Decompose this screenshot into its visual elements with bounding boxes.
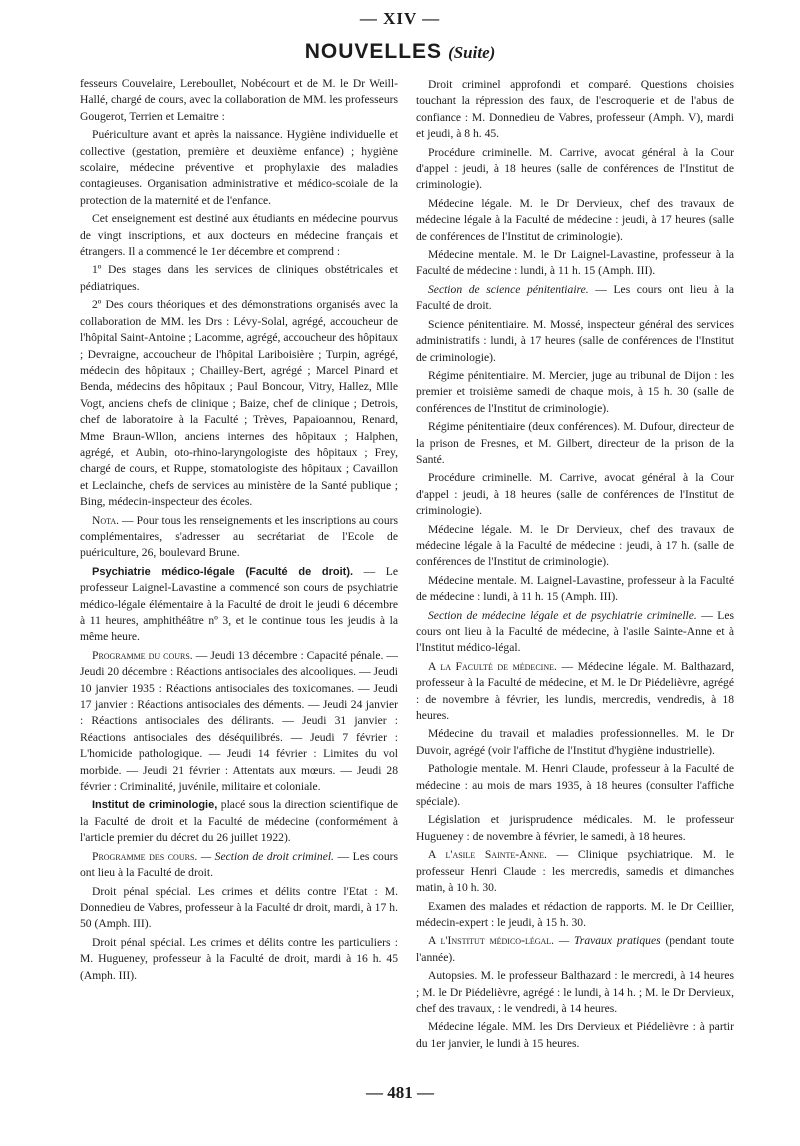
- paragraph: [80, 648, 398, 796]
- section-label: — Section de droit criminel.: [197, 849, 334, 863]
- run-in-head: Programme des cours.: [92, 849, 198, 863]
- paragraph: Cet enseignement est destiné aux étudiants en médecine pourvus de vingt inscriptions, et aux docteurs en médecine français et étrangers. Il a commencé le 1er décembre et comprend :: [80, 212, 398, 259]
- paragraph: Droit pénal spécial. Les crimes et délits contre l'Etat : M. Donnedieu de Vabres, professeur à la Faculté dr droit, mardi, à 17 h. 50 (Amph. III).: [80, 884, 398, 931]
- paragraph: [80, 849, 398, 882]
- heading-suite: (Suite): [448, 43, 496, 62]
- paragraph: 2º Des cours théoriques et des démonstrations organisés avec la collaboration de MM. les Drs : Lévy-Solal, agrégé, accoucheur de l'hôpital Saint-Antoine ; Lacomme, agrégé, accoucheur des hôpitaux ; Devraigne, accoucheur de l'hôpital Lariboisière ; Turpin, agrégé, médecin des hôpitaux ; Chailley-Bert, agrégé ; Marcel Pinard et Benda, médecins des hôpitaux ; Paul Boncour, Vitry, Hallez, Mlle Vogt, anciens chefs de clinique ; Baize, chef de clinique ; Detrois, chef de laboratoire à la Faculté ; Trèves, Papaioannou, Renard, Mme Braun-Wllon, anciens internes des hôpitaux ; Halphen, agrégé, et Aubin, oto-rhino-laryngologiste des hôpitaux ; Frey, chargé de cours, et Ruppe, stomatologiste des hôpitaux ; Cavaillon et Leclainche, chefs de services au ministère de la Santé publique ; Bing, médecin-inspecteur des écoles.: [80, 298, 398, 509]
- section-heading: [0, 40, 800, 64]
- run-in-head: Nota.: [92, 513, 120, 527]
- paragraph-text: (pendant toute l'année).: [416, 934, 734, 964]
- paragraph: Médecine mentale. M. Laignel-Lavastine, professeur à la Faculté de médecine : lundi, à 11 h. 15 (Amph. III).: [416, 573, 734, 604]
- paragraph: Médecine du travail et maladies professionnelles. M. le Dr Duvoir, agrégé (voir l'affiche de l'Institut d'hygiène industrielle).: [416, 727, 734, 757]
- paragraph-text: — Médecine légale. M. Balthazard, professeur à la Faculté de médecine, et M. le Dr Piédelièvre, agrégé : de novembre à février, les lundis, mercredis, vendredis, à 18 heures.: [416, 659, 734, 723]
- section-label: Section de médecine légale et de psychiatrie criminelle.: [428, 608, 697, 622]
- paragraph: Puériculture avant et après la naissance. Hygiène individuelle et collective (gestation, première et deuxième enfance) ; hygiène scolaire, médecine préventive et prophylaxie des maladies contagieuses. Organisation administrative et médico-scoiale de la protection de la maternité et de l'enfance.: [80, 128, 398, 207]
- paragraph: Régime pénitentiaire (deux conférences). M. Dufour, directeur de la prison de Fresnes, et M. Gilbert, directeur de la prison de la Santé.: [416, 420, 734, 466]
- left-column: [80, 76, 398, 986]
- paragraph: Médecine légale. MM. les Drs Dervieux et Piédelièvre : à partir du 1er janvier, le lundi à 15 heures.: [416, 1020, 734, 1050]
- paragraph-text: placé sous la direction scientifique de la Faculté de droit et la Faculté de médecine (conformément à l'article premier du décret du 26 juillet 1922).: [80, 798, 398, 845]
- running-roman-numeral: — XIV —: [359, 9, 441, 28]
- heading-title: NOUVELLES: [304, 40, 443, 63]
- paragraph: Droit pénal spécial. Les crimes et délits contre les particuliers : M. Hugueney, professeur à la Faculté de droit, mardi à 16 h. 45 (Amph. III).: [80, 935, 398, 982]
- paragraph: [416, 659, 734, 725]
- paragraph: Médecine légale. M. le Dr Dervieux, chef des travaux de médecine légale à la Faculté de médecine : jeudi, à 17 h. (salle de conférences de l'Institut de criminologie).: [416, 522, 734, 569]
- right-column: [416, 77, 734, 1054]
- run-in-head: Institut de criminologie,: [92, 799, 218, 812]
- paragraph: Pathologie mentale. M. Henri Claude, professeur à la Faculté de médecine : au mois de mars 1935, à 18 heures (consulter l'affiche spéciale).: [416, 762, 734, 809]
- paragraph: Médecine légale. M. le Dr Dervieux, chef des travaux de médecine légale à la Faculté de médecine : jeudi, à 17 heures (salle de conférences de l'Institut de criminologie).: [416, 196, 734, 243]
- paragraph: [416, 847, 734, 896]
- paragraph: [80, 564, 398, 646]
- run-in-head: A l'asile Sainte-Anne.: [428, 848, 547, 862]
- paragraph: Régime pénitentiaire. M. Mercier, juge au tribunal de Dijon : les premier et troisième samedi de chaque mois, à 15 h. 30 (salle de conférences de l'Institut de criminologie).: [416, 368, 734, 415]
- paragraph: [416, 282, 734, 315]
- paragraph: [80, 513, 398, 562]
- paragraph: Examen des malades et rédaction de rapports. M. le Dr Ceillier, médecin-expert : le jeudi, à 15 h. 30.: [416, 899, 734, 929]
- paragraph-text: — Jeudi 13 décembre : Capacité pénale. — Jeudi 20 décembre : Réactions antisociales des alcooliques. — Jeudi 10 janvier 1935 : Réactions antisociales des toxicomanes. — Jeudi 17 janvier : Réactions antisociales des déments. — Jeudi 24 janvier : Réactions antisociales des délirants. — Jeudi 31 janvier : Réactions antisociales des déséquilibrés. — Jeudi 7 février : L'homicide pathologique. — Jeudi 14 février : Limites du vol morbide. — Jeudi 21 février : Attentats aux mœurs. — Jeudi 28 février : Criminalité, juvénile, militaire et coloniale.: [80, 648, 398, 794]
- paragraph: 1º Des stages dans les services de cliniques obstétricales et pédiatriques.: [80, 263, 398, 293]
- paragraph-text: — Les cours ont lieu à la Faculté de médecine, à l'asile Sainte-Anne et à l'Institut médico-légal.: [416, 608, 734, 655]
- paragraph: Législation et jurisprudence médicales. M. le professeur Hugueney : de novembre à février, le samedi, à 18 heures.: [416, 813, 734, 843]
- paragraph: Autopsies. M. le professeur Balthazard : le mercredi, à 14 heures ; M. le Dr Piédelièvre, agrégé : le lundi, à 14 h. ; M. le Dr Dervieux, chef des travaux, : le vendredi, à 14 heures.: [416, 969, 734, 1015]
- paragraph: Procédure criminelle. M. Carrive, avocat général à la Cour d'appel : jeudi, à 18 heures (salle de conférences de l'Institut de criminologie).: [416, 145, 734, 192]
- paragraph: [416, 608, 734, 657]
- paragraph: Science pénitentiaire. M. Mossé, inspecteur général des services administratifs : lundi, à 17 heures (salle de conférences de l'Institut de criminologie).: [416, 317, 734, 364]
- paragraph-text: — Pour tous les renseignements et les inscriptions au cours complémentaires, s'adresser au secrétariat de l'Ecole de puériculture, 26, boulevard Brune.: [80, 513, 398, 560]
- paragraph: [80, 797, 398, 846]
- paragraph: [416, 933, 734, 966]
- section-label: Section de science pénitentiaire.: [428, 282, 589, 296]
- run-in-head: Psychiatrie médico-légale (Faculté de droit).: [92, 565, 354, 578]
- run-in-head: Programme du cours.: [92, 648, 193, 662]
- paragraph-text: — Clinique psychiatrique. M. le professeur Henri Claude : les mercredis, samedis et dimanches matin, à 10 h. 30.: [416, 848, 734, 895]
- paragraph: Médecine mentale. M. le Dr Laignel-Lavastine, professeur à la Faculté de médecine : lundi, à 11 h. 15 (Amph. III).: [416, 248, 734, 278]
- paragraph-text: — Le professeur Laignel-Lavastine a commencé son cours de psychiatrie médico-légale élémentaire à la Faculté de droit le jeudi 6 décembre à 11 heures, amphithéâtre nº 3, et le continue tous les jeudis à la même heure.: [80, 564, 399, 644]
- paragraph: fesseurs Couvelaire, Lereboullet, Nobécourt et de M. le Dr Weill-Hallé, chargé de cours, avec la collaboration de MM. les professeurs Gougerot, Terrien et Lemaitre :: [80, 77, 398, 123]
- section-label: — Travaux pratiques: [554, 934, 661, 948]
- paragraph-text: — Les cours ont lieu à la Faculté de droit.: [80, 849, 398, 880]
- paragraph: Droit criminel approfondi et comparé. Questions choisies touchant la répression des faux, de l'escroquerie et de l'abus de confiance : M. Donnedieu de Vabres, professeur (Amph. V), mardi et jeudi, à 8 h. 45.: [416, 78, 734, 141]
- page-number: — 481 —: [366, 1083, 434, 1102]
- run-in-head: A l'Institut médico-légal.: [428, 934, 555, 948]
- paragraph: Procédure criminelle. M. Carrive, avocat général à la Cour d'appel : jeudi, à 18 heures (salle de conférences de l'Institut de criminologie).: [416, 471, 734, 518]
- paragraph-text: — Les cours ont lieu à la Faculté de droit.: [416, 282, 735, 313]
- run-in-head: A la Faculté de médecine.: [428, 659, 557, 673]
